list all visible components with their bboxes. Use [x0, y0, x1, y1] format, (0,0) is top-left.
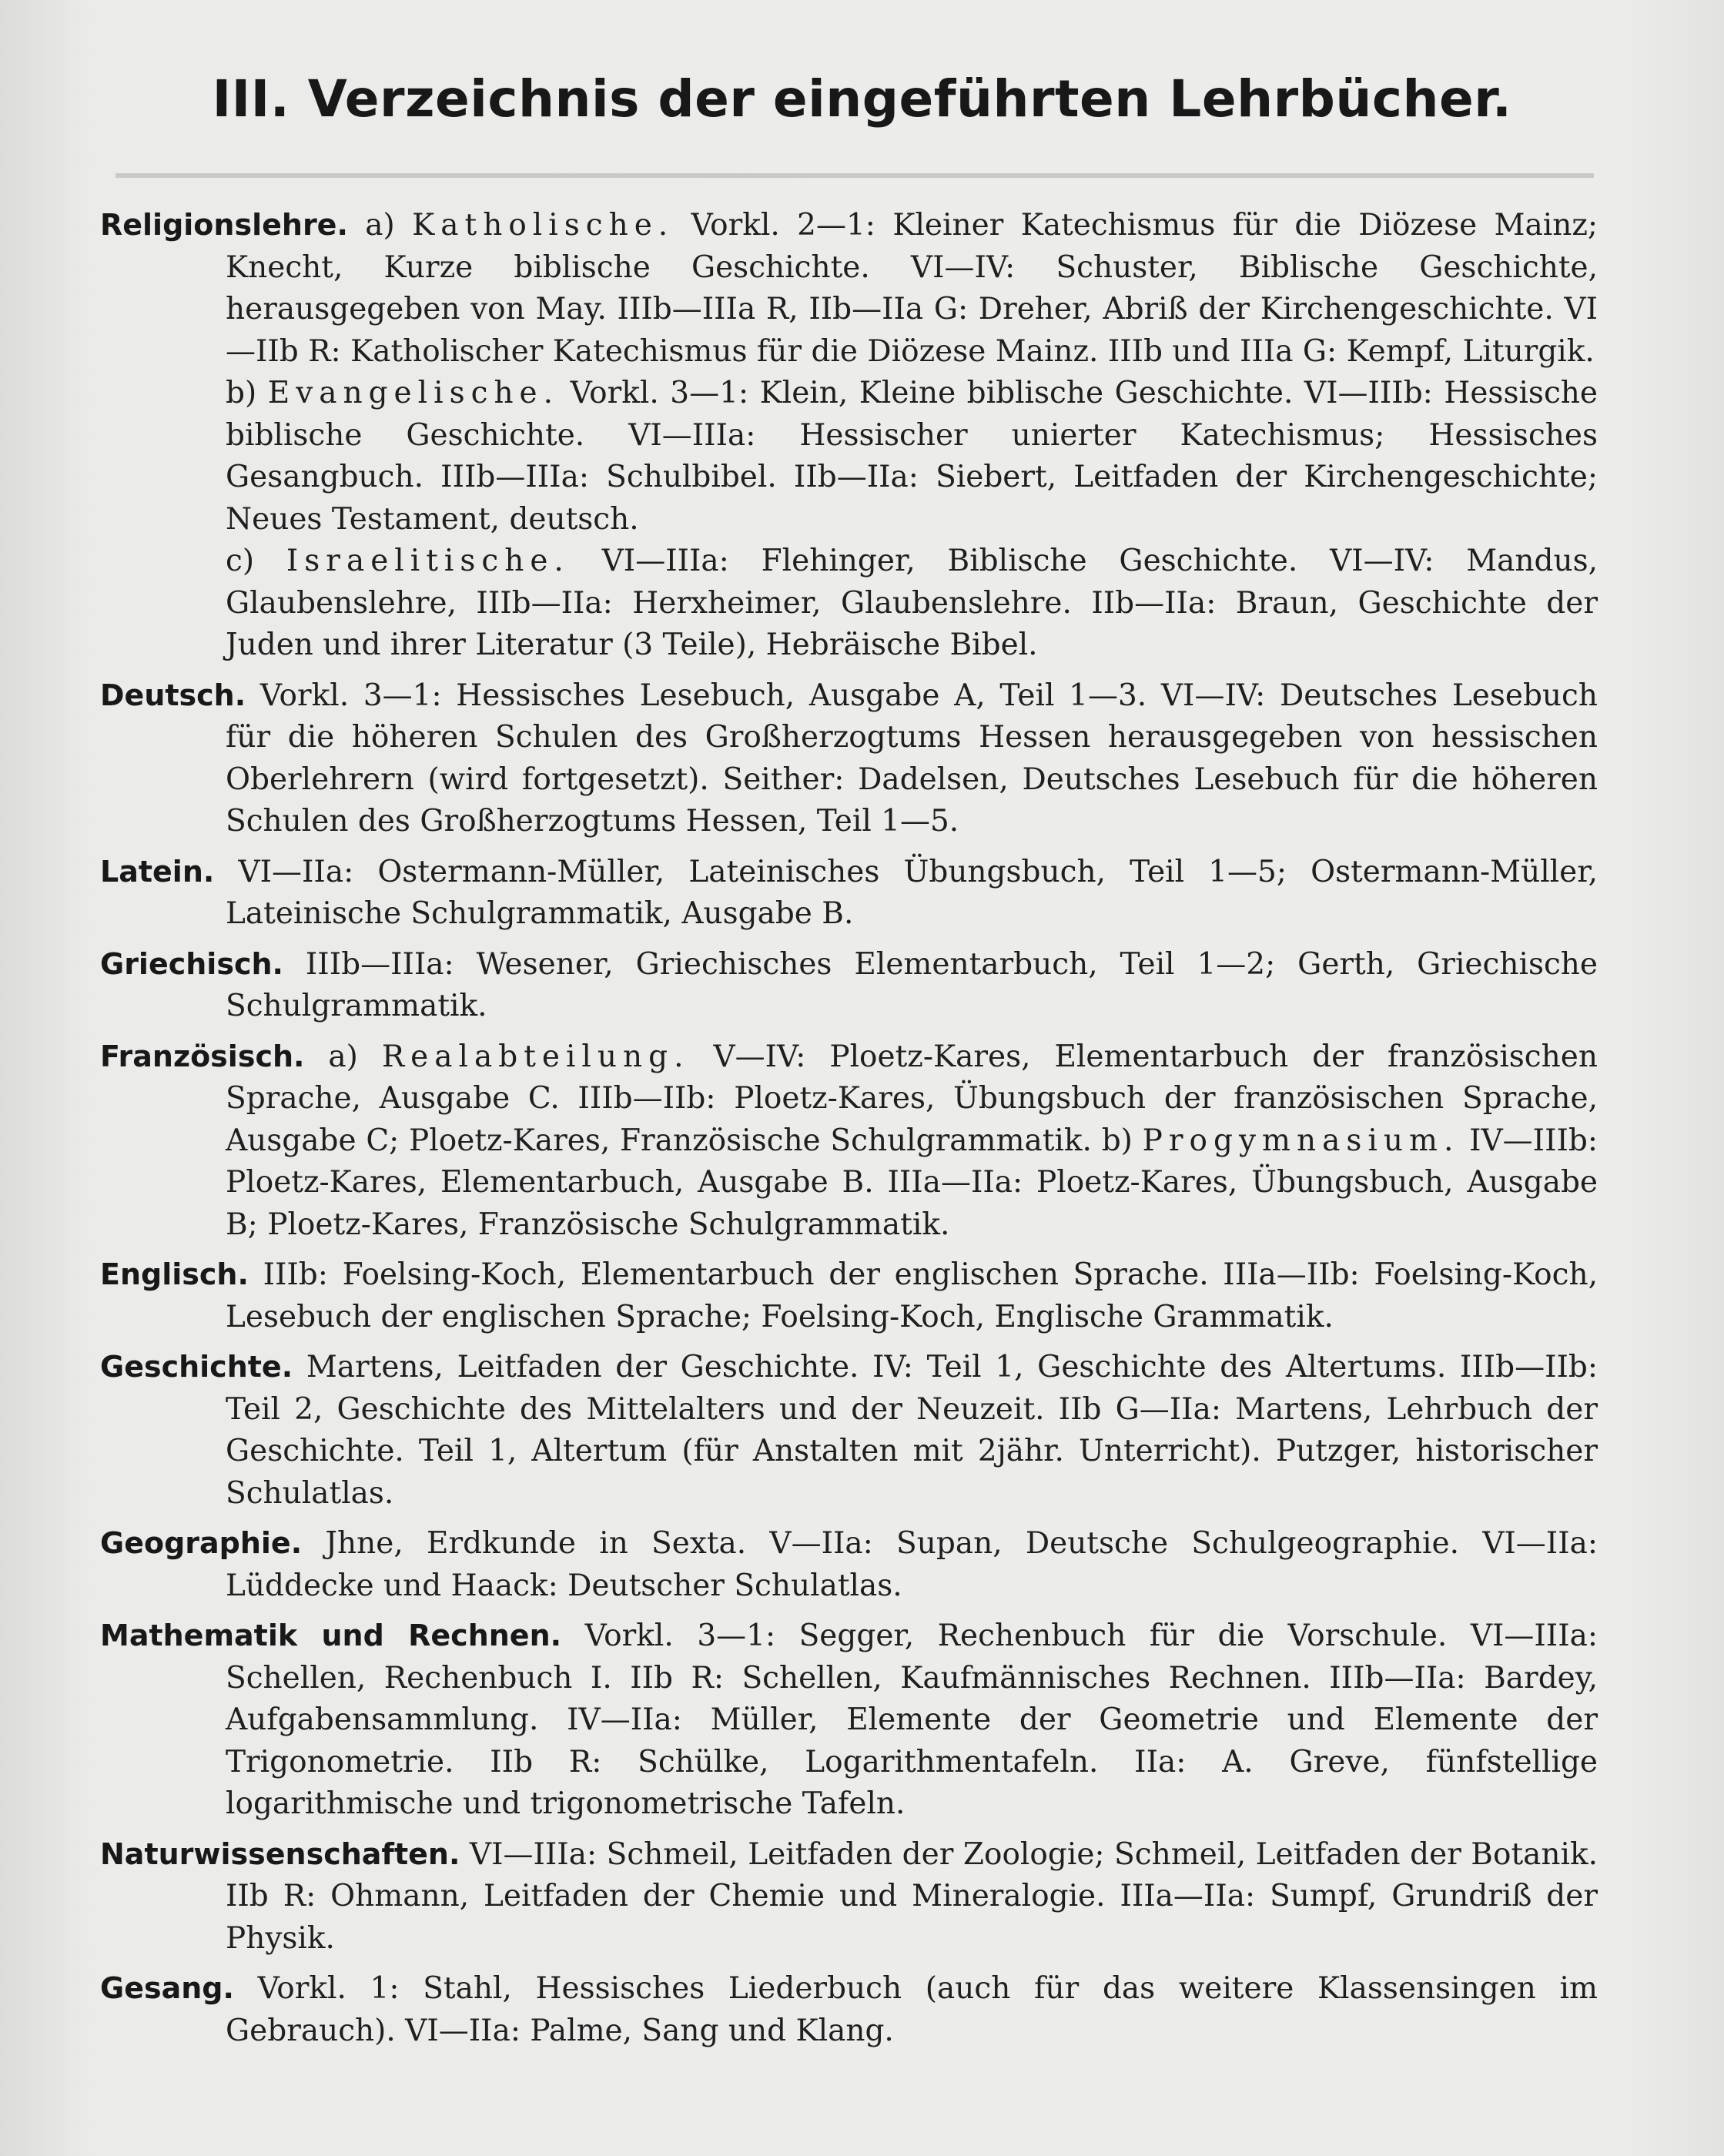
section-label: a) — [365, 208, 395, 243]
section-label: b) — [1101, 1123, 1133, 1158]
entry-text: V—IV: Ploetz-Kares, Elementarbuch der französischen Sprache, Ausgabe C. IIIb—IIb: Ploetz-Kares, Übungsbuch der französischen Sprache, Ausgabe C; Ploetz-Kares, Französische Schulgrammatik. — [226, 1039, 1598, 1158]
subject-heading: Naturwissenschaften. — [100, 1836, 460, 1871]
entry-paragraph — [100, 1522, 1598, 1607]
entry-text: VI—IIa: Ostermann-Müller, Lateinisches Übungsbuch, Teil 1—5; Ostermann-Müller, Lateinische Schulgrammatik, Ausgabe B. — [226, 854, 1598, 931]
entry-paragraph — [100, 1254, 1598, 1338]
entry-text: Vorkl. 1: Stahl, Hessisches Liederbuch (auch für das weitere Klassensingen im Gebrauch). VI—IIa: Palme, Sang und Klang. — [226, 1971, 1598, 2048]
entry-text: Vorkl. 2—1: Kleiner Katechismus für die Diözese Mainz; Knecht, Kurze biblische Geschichte. VI—IV: Schuster, Biblische Geschichte, herausgegeben von May. IIIb—IIIa R, IIb—IIa G: Dreher, Abriß der Kirchengeschichte. VI—IIb R: Katholischer Katechismus für die Diözese Mainz. IIIb und IIIa G: Kempf, Liturgik. — [226, 208, 1598, 369]
entry-paragraph — [100, 1615, 1598, 1826]
entry-text: IIIb: Foelsing-Koch, Elementarbuch der englischen Sprache. IIIa—IIb: Foelsing-Koch, Lesebuch der englischen Sprache; Foelsing-Koch, Englische Grammatik. — [226, 1257, 1598, 1334]
subject-heading: Geschichte. — [100, 1350, 293, 1384]
subject-heading: Mathematik und Rechnen. — [100, 1619, 562, 1652]
subject-heading: Latein. — [100, 854, 215, 889]
textbook-list — [100, 204, 1598, 2060]
entry-text: Martens, Leitfaden der Geschichte. IV: Teil 1, Geschichte des Altertums. IIIb—IIb: Teil 2, Geschichte des Mittelalters und der Neuzeit. IIb G—IIa: Martens, Lehrbuch der Geschichte. Teil 1, Altertum (für Anstalten mit 2jähr. Unterricht). Putzger, historischer Schulatlas. — [226, 1350, 1598, 1511]
entry-text: Vorkl. 3—1: Segger, Rechenbuch für die Vorschule. VI—IIIa: Schellen, Rechenbuch I. IIb R: Schellen, Kaufmännisches Rechnen. IIIb—IIa: Bardey, Aufgabensammlung. IV—IIa: Müller, Elemente der Geometrie und Elemente der Trigonometrie. IIb R: Schülke, Logarithmentafeln. IIa: A. Greve, fünfstellige logarithmische und trigonometrische Tafeln. — [226, 1619, 1598, 1821]
page-title: III. Verzeichnis der eingeführten Lehrbücher. — [212, 69, 1512, 129]
section-name: Israelitische. — [286, 544, 570, 578]
subject-heading: Englisch. — [100, 1257, 249, 1291]
section-label: b) — [226, 376, 257, 410]
section-label: a) — [328, 1039, 358, 1074]
entry-text: VI—IIIa: Flehinger, Biblische Geschichte. VI—IV: Mandus, Glaubenslehre, IIIb—IIa: Herxheimer, Glaubenslehre. IIb—IIa: Braun, Geschichte der Juden und ihrer Literatur (3 Teile), Hebräische Bibel. — [226, 544, 1598, 662]
entry-paragraph — [100, 1346, 1598, 1515]
entry-text: VI—IIIa: Schmeil, Leitfaden der Zoologie; Schmeil, Leitfaden der Botanik. IIb R: Ohmann, Leitfaden der Chemie und Mineralogie. IIIa—IIa: Sumpf, Grundriß der Physik. — [226, 1836, 1598, 1956]
entry-paragraph — [100, 1833, 1598, 1960]
subject-heading: Religionslehre. — [100, 208, 348, 242]
entry-paragraph — [100, 1967, 1598, 2052]
entry-paragraph — [100, 204, 1598, 373]
entry-text: Vorkl. 3—1: Klein, Kleine biblische Geschichte. VI—IIIb: Hessische biblische Geschichte. VI—IIIa: Hessischer unierter Katechismus; Hessisches Gesangbuch. IIIb—IIIa: Schulbibel. IIb—IIa: Siebert, Leitfaden der Kirchengeschichte; Neues Testament, deutsch. — [226, 376, 1598, 537]
subject-heading: Geographie. — [100, 1526, 303, 1560]
entry-paragraph — [100, 1036, 1598, 1247]
entry-griechisch — [100, 943, 1598, 1028]
entry-mathematik — [100, 1615, 1598, 1826]
entry-text: IV—IIIb: Ploetz-Kares, Elementarbuch, Ausgabe B. IIIa—IIa: Ploetz-Kares, Übungsbuch, Ausgabe B; Ploetz-Kares, Französische Schulgrammatik. — [226, 1123, 1598, 1242]
section-name: Progymnasium. — [1142, 1123, 1460, 1158]
section-name: Evangelische. — [267, 376, 560, 410]
entry-paragraph — [100, 851, 1598, 936]
entry-gesang — [100, 1967, 1598, 2052]
entry-religionslehre — [100, 204, 1598, 667]
section-name: Katholische. — [412, 208, 675, 243]
entry-naturwissenschaften — [100, 1833, 1598, 1960]
entry-text: IIIb—IIIa: Wesener, Griechisches Elementarbuch, Teil 1—2; Gerth, Griechische Schulgrammatik. — [226, 946, 1598, 1023]
entry-latein — [100, 851, 1598, 936]
subject-heading: Gesang. — [100, 1971, 234, 2005]
subject-heading: Griechisch. — [100, 946, 283, 981]
entry-paragraph — [100, 675, 1598, 843]
section-label: c) — [226, 544, 255, 578]
entry-deutsch — [100, 675, 1598, 843]
header-rule — [115, 173, 1594, 178]
subject-heading: Französisch. — [100, 1039, 305, 1073]
entry-text: Jhne, Erdkunde in Sexta. V—IIa: Supan, Deutsche Schulgeographie. VI—IIa: Lüddecke und Haack: Deutscher Schulatlas. — [226, 1526, 1598, 1603]
entry-franzoesisch — [100, 1036, 1598, 1247]
entry-geschichte — [100, 1346, 1598, 1515]
subject-heading: Deutsch. — [100, 678, 246, 712]
entry-text: Vorkl. 3—1: Hessisches Lesebuch, Ausgabe A, Teil 1—3. VI—IV: Deutsches Lesebuch für die höheren Schulen des Großherzogtums Hessen herausgegeben von hessischen Oberlehrern (wird fortgesetzt). Seither: Dadelsen, Deutsches Lesebuch für die höheren Schulen des Großherzogtums Hessen, Teil 1—5. — [226, 678, 1598, 839]
entry-paragraph — [100, 541, 1598, 667]
entry-geographie — [100, 1522, 1598, 1607]
entry-paragraph — [100, 373, 1598, 541]
entry-paragraph — [100, 943, 1598, 1028]
section-name: Realabteilung. — [381, 1039, 690, 1074]
entry-englisch — [100, 1254, 1598, 1338]
